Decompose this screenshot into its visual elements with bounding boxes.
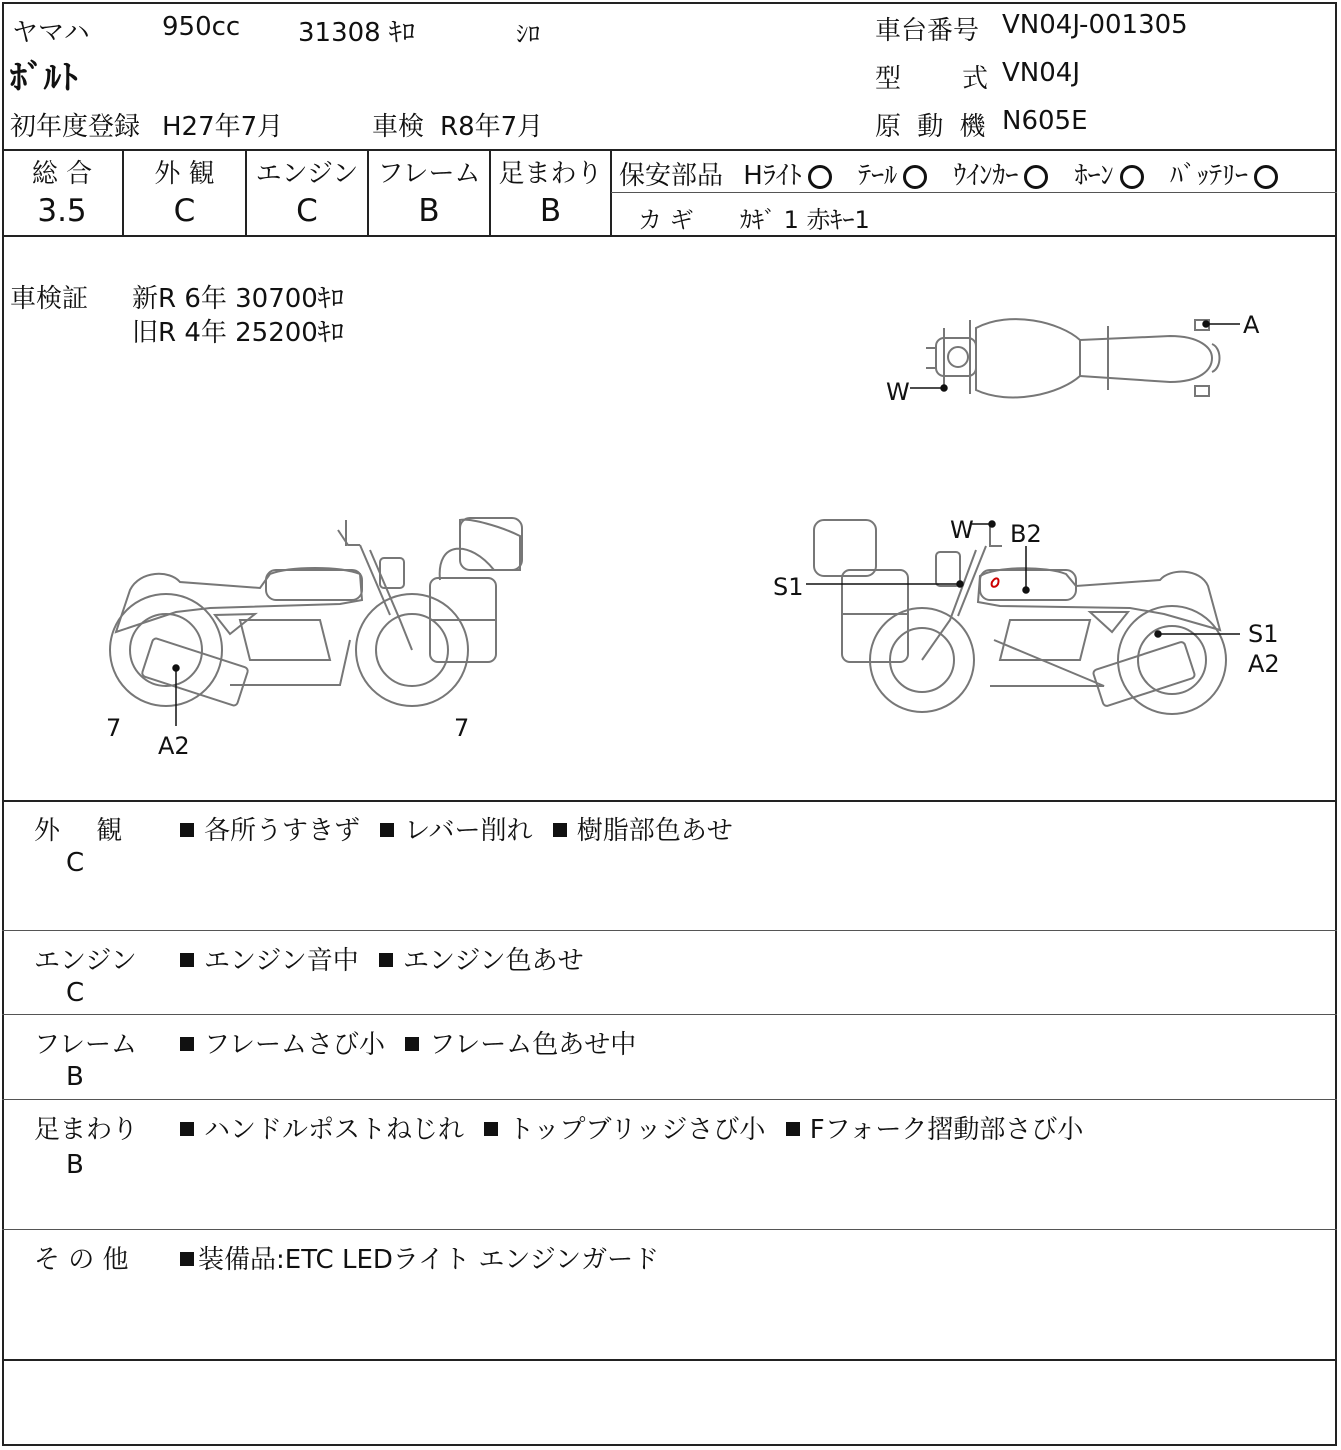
bullet-square-icon — [180, 953, 194, 967]
damage-mark-icon — [992, 578, 999, 586]
safety-label: 保安部品 — [619, 161, 724, 191]
damage-diagram — [0, 240, 1341, 800]
bullet-square-icon — [180, 823, 194, 837]
diagram-label-left-a2: A2 — [158, 732, 190, 760]
bullet-square-icon — [380, 823, 394, 837]
grade-frame-label: フレーム — [377, 159, 481, 189]
grade-exterior-value: C — [173, 193, 196, 229]
check-circle-icon — [1024, 165, 1048, 189]
diagram-label-right-a2: A2 — [1248, 650, 1280, 678]
remark-exterior-items — [180, 810, 733, 847]
inspection-label: 車検 — [372, 112, 425, 142]
safety-key-divider — [611, 192, 1337, 193]
remark-suspension-grade: B — [66, 1150, 84, 1180]
diagram-label-left-7b: 7 — [454, 714, 470, 742]
type-label-2: 式 — [962, 64, 989, 94]
remarks-divider — [2, 1099, 1337, 1100]
inspection-value: R8年7月 — [440, 112, 544, 142]
bullet-square-icon — [786, 1122, 800, 1136]
remarks-bottom-rule — [2, 1359, 1337, 1361]
remark-engine-items — [180, 940, 584, 977]
bullet-square-icon — [553, 823, 567, 837]
grade-engine-label: エンジン — [255, 159, 359, 189]
grade-suspension-label: 足まわり — [498, 159, 603, 189]
check-circle-icon — [1254, 165, 1278, 189]
remark-item: 樹脂部色あせ — [576, 816, 733, 846]
remark-other-items — [180, 1239, 659, 1276]
key-label: カ ギ — [638, 206, 694, 234]
remark-item: エンジン音中 — [204, 946, 359, 976]
remark-frame-items — [180, 1024, 636, 1061]
first-reg-value: H27年7月 — [162, 112, 284, 142]
grade-exterior-label: 外 観 — [154, 159, 215, 189]
check-circle-icon — [903, 165, 927, 189]
model-name: ﾎﾞﾙﾄ — [10, 58, 78, 98]
displacement: 950cc — [162, 12, 241, 42]
bullet-square-icon — [180, 1037, 194, 1051]
motorcycle-right-view — [814, 520, 1226, 714]
grade-frame-value: B — [418, 193, 440, 229]
safety-tail-label: ﾃｰﾙ — [858, 161, 898, 191]
remark-suspension-label: 足まわり — [34, 1115, 139, 1145]
frame-no-label: 車台番号 — [875, 16, 980, 46]
motorcycle-top-view — [926, 319, 1220, 397]
diagram-label-top-a: A — [1243, 311, 1260, 339]
remark-item: レバー削れ — [404, 816, 533, 846]
frame-no-value: VN04J-001305 — [1002, 10, 1188, 40]
safety-headlight-label: Hﾗｲﾄ — [743, 161, 802, 191]
diagram-label-right-s1b: S1 — [1248, 620, 1279, 648]
safety-winker — [953, 161, 1048, 191]
diagram-label-right-s1a: S1 — [773, 573, 804, 601]
first-reg-label: 初年度登録 — [10, 112, 141, 142]
safety-parts-row — [619, 155, 1296, 192]
remarks-divider — [2, 1229, 1337, 1230]
remark-other-label: そ の 他 — [34, 1245, 129, 1275]
motorcycle-left-view — [110, 518, 522, 706]
remark-frame-label: フレーム — [34, 1030, 137, 1060]
remarks-divider — [2, 930, 1337, 931]
safety-headlight — [743, 161, 832, 191]
remark-exterior-label: 外 観 — [34, 816, 137, 846]
grade-table-top-rule — [2, 149, 1337, 151]
type-value: VN04J — [1002, 58, 1080, 88]
remark-item: フレーム色あせ中 — [429, 1030, 637, 1060]
registration-new: 新R 6年 30700ｷﾛ — [132, 284, 344, 314]
mileage: 31308 ｷﾛ — [298, 18, 415, 48]
grade-engine-value: C — [296, 193, 318, 229]
engine-label: 原 動 機 — [875, 112, 990, 142]
bullet-square-icon — [180, 1122, 194, 1136]
key-value: ｶｷﾞ 1 赤ｷｰ1 — [740, 206, 870, 234]
diagram-label-right-b2: B2 — [1010, 520, 1042, 548]
remark-engine-grade: C — [66, 978, 85, 1008]
safety-winker-label: ｳｲﾝｶｰ — [953, 161, 1019, 191]
registration-label: 車検証 — [10, 284, 89, 314]
remarks-top-rule — [2, 800, 1337, 802]
grade-suspension-value: B — [539, 193, 562, 229]
grade-overall-value: 3.5 — [37, 193, 87, 229]
diagram-label-right-w: W — [950, 516, 974, 544]
safety-battery — [1170, 161, 1278, 191]
check-circle-icon — [1120, 165, 1144, 189]
diagram-label-top-w: W — [886, 378, 910, 406]
engine-value: N605E — [1002, 106, 1088, 136]
remark-item: ハンドルポストねじれ — [204, 1115, 465, 1145]
remarks-divider — [2, 1014, 1337, 1015]
bullet-square-icon — [379, 953, 393, 967]
grade-divider — [610, 149, 612, 237]
registration-old: 旧R 4年 25200ｷﾛ — [132, 318, 344, 348]
remark-item: トップブリッジさび小 — [508, 1115, 766, 1145]
check-circle-icon — [808, 165, 832, 189]
grade-overall-label: 総 合 — [31, 159, 93, 189]
type-label-1: 型 — [875, 64, 902, 94]
safety-battery-label: ﾊﾞｯﾃﾘｰ — [1169, 161, 1248, 191]
remark-frame-grade: B — [66, 1062, 84, 1092]
remark-item: フレームさび小 — [204, 1030, 385, 1060]
remark-exterior-grade: C — [66, 848, 85, 878]
safety-horn — [1075, 161, 1144, 191]
remark-item: Fフォーク摺動部さび小 — [809, 1115, 1084, 1145]
remark-item: エンジン色あせ — [402, 946, 584, 976]
maker: ヤマハ — [12, 18, 90, 48]
safety-tail — [858, 161, 927, 191]
remark-suspension-items — [180, 1109, 1083, 1146]
bullet-square-icon — [180, 1252, 194, 1266]
bullet-square-icon — [405, 1037, 419, 1051]
grade-table-bottom-rule — [2, 235, 1337, 237]
bullet-square-icon — [484, 1122, 498, 1136]
diagram-label-left-7a: 7 — [106, 714, 122, 742]
safety-horn-label: ﾎｰﾝ — [1074, 161, 1114, 191]
remark-item: 各所うすきず — [204, 816, 361, 846]
remark-item: 装備品:ETC LEDライト エンジンガード — [198, 1245, 660, 1275]
remark-engine-label: エンジン — [34, 946, 137, 976]
color: ｼﾛ — [516, 20, 540, 48]
